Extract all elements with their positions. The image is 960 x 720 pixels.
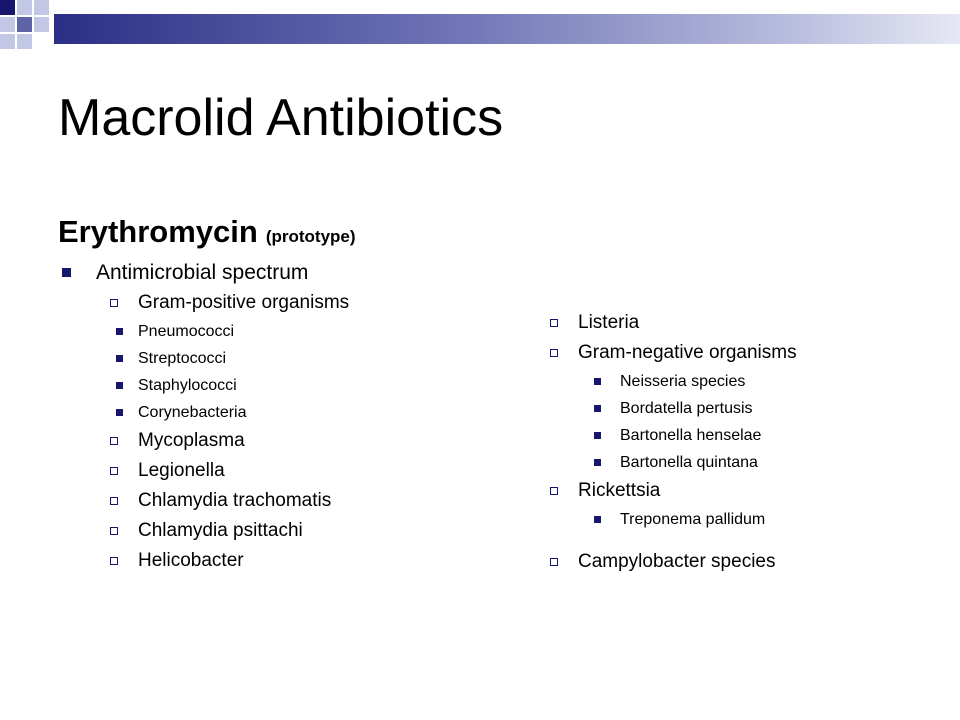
deco-square	[0, 17, 15, 32]
deco-square	[34, 0, 49, 15]
spacer	[548, 533, 797, 547]
deco-square	[17, 17, 32, 32]
list-item	[548, 422, 797, 449]
list-item-label: Bordatella pertusis	[620, 400, 753, 417]
list-item-label: Corynebacteria	[138, 404, 247, 421]
list-item-label: Staphylococci	[138, 377, 237, 394]
list-item-label: Chlamydia psittachi	[138, 520, 303, 541]
square-bullet-icon	[594, 378, 601, 385]
list-item-label: Chlamydia trachomatis	[138, 490, 332, 511]
heading-note: (prototype)	[265, 227, 356, 246]
list-item-label: Streptococci	[138, 350, 227, 367]
list-item	[548, 449, 797, 476]
right-column	[548, 308, 797, 577]
deco-square	[17, 34, 32, 49]
hollow-square-bullet-icon	[110, 557, 118, 565]
list-item	[548, 368, 797, 395]
list-item	[60, 399, 349, 426]
left-column	[60, 258, 349, 576]
hollow-square-bullet-icon	[550, 349, 558, 357]
list-item-label: Neisseria species	[620, 373, 746, 390]
list-item-label: Pneumococci	[138, 323, 235, 340]
hollow-square-bullet-icon	[550, 319, 558, 327]
list-item-label: Gram-positive organisms	[138, 292, 350, 313]
list-item	[60, 426, 349, 456]
hollow-square-bullet-icon	[550, 558, 558, 566]
list-item-label: Treponema pallidum	[620, 511, 766, 528]
deco-square	[34, 17, 49, 32]
square-bullet-icon	[594, 405, 601, 412]
deco-square	[0, 0, 15, 15]
square-bullet-icon	[116, 328, 123, 335]
list-item	[548, 395, 797, 422]
list-item	[548, 338, 797, 368]
list-item-label: Gram-negative organisms	[578, 342, 797, 363]
square-bullet-icon	[116, 409, 123, 416]
hollow-square-bullet-icon	[110, 437, 118, 445]
square-bullet-icon	[116, 382, 123, 389]
slide-title: Macrolid Antibiotics	[58, 89, 504, 147]
list-item	[60, 288, 349, 318]
hollow-square-bullet-icon	[110, 527, 118, 535]
section-heading	[58, 214, 356, 250]
square-bullet-icon	[594, 432, 601, 439]
list-item	[60, 318, 349, 345]
deco-square	[17, 0, 32, 15]
list-item	[60, 546, 349, 576]
list-item	[60, 456, 349, 486]
list-item-label: Rickettsia	[578, 480, 661, 501]
list-item	[60, 486, 349, 516]
list-item	[60, 372, 349, 399]
hollow-square-bullet-icon	[550, 487, 558, 495]
list-item-label: Helicobacter	[138, 550, 244, 571]
hollow-square-bullet-icon	[110, 299, 118, 307]
square-bullet-icon	[594, 516, 601, 523]
square-bullet-icon	[594, 459, 601, 466]
header-gradient-band	[54, 14, 960, 44]
list-item	[548, 547, 797, 577]
hollow-square-bullet-icon	[110, 467, 118, 475]
list-item-label: Legionella	[138, 460, 225, 481]
list-item-label: Campylobacter species	[578, 551, 776, 572]
list-item	[60, 258, 349, 288]
heading-drug-name: Erythromycin	[58, 214, 258, 249]
list-item-label: Bartonella quintana	[620, 454, 758, 471]
list-item-label: Listeria	[578, 312, 640, 333]
hollow-square-bullet-icon	[110, 497, 118, 505]
list-item-label: Mycoplasma	[138, 430, 245, 451]
square-bullet-icon	[62, 268, 71, 277]
list-item	[548, 506, 797, 533]
list-item-label: Bartonella henselae	[620, 427, 762, 444]
list-item	[60, 516, 349, 546]
deco-square	[0, 34, 15, 49]
square-bullet-icon	[116, 355, 123, 362]
list-item	[548, 476, 797, 506]
list-item-label: Antimicrobial spectrum	[96, 261, 309, 284]
list-item	[60, 345, 349, 372]
list-item	[548, 308, 797, 338]
